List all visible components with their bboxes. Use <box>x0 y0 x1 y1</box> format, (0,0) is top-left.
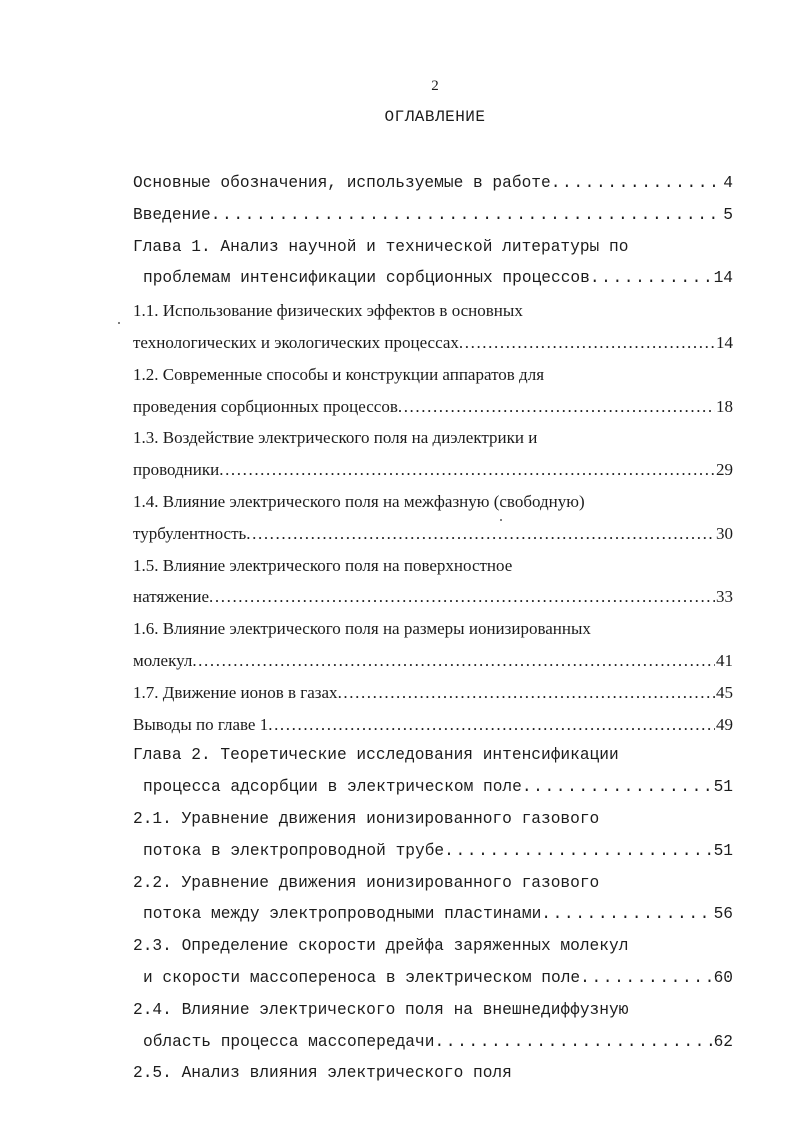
toc-entry-text: 2.1. Уравнение движения ионизированного газового <box>133 809 600 828</box>
toc-entry <box>133 486 733 518</box>
scan-speck <box>118 322 120 324</box>
toc-page-number: 62 <box>713 1032 733 1051</box>
toc-entry <box>133 995 733 1027</box>
toc-leader-dots <box>338 677 715 709</box>
toc-leader-dots <box>444 836 712 868</box>
toc-entry-text: 2.2. Уравнение движения ионизированного газового <box>133 873 600 892</box>
toc-entry <box>133 263 733 295</box>
toc-entry-text: проблемам интенсификации сорбционных процессов <box>143 269 590 288</box>
toc-entry-text: 1.4. Влияние электрического поля на межфазную (свободную) <box>133 491 585 511</box>
toc-page-number: 4 <box>723 174 733 192</box>
toc-entry-text: натяжение <box>133 587 210 607</box>
page-number: 2 <box>431 78 439 94</box>
toc-entry <box>133 581 733 613</box>
toc-entry-text: 1.3. Воздействие электрического поля на диэлектрики и <box>133 428 538 448</box>
toc-entry <box>133 709 733 741</box>
toc-entry <box>133 677 733 709</box>
toc-entry-text: 2.4. Влияние электрического поля на внешнедиффузную <box>133 1000 629 1019</box>
toc-entry <box>133 1027 733 1059</box>
toc-entry <box>133 899 733 931</box>
toc-entry-text: потока между электропроводными пластинами <box>143 905 542 924</box>
toc-entry <box>133 422 733 454</box>
toc-page-number: 30 <box>716 523 733 543</box>
toc-page-number: 49 <box>716 714 733 734</box>
toc-entry <box>133 232 733 264</box>
toc-entry-text: 1.5. Влияние электрического поля на поверхностное <box>133 555 513 575</box>
toc-entry <box>133 391 733 423</box>
toc-entry <box>133 613 733 645</box>
toc-entry <box>133 295 733 327</box>
toc-leader-dots <box>246 518 715 550</box>
toc-entry-text: проводники <box>133 460 220 480</box>
toc-page-number: 51 <box>713 841 733 860</box>
toc-leader-dots <box>209 581 715 613</box>
toc-page-number: 5 <box>723 205 733 224</box>
toc-entry-text: 1.2. Современные способы и конструкции аппаратов для <box>133 364 545 384</box>
toc-entry <box>133 168 733 200</box>
toc-entry <box>133 804 733 836</box>
toc-leader-dots <box>459 327 715 359</box>
toc-entry-text: 1.7. Движение ионов в газах <box>133 682 338 702</box>
toc-page-number: 14 <box>713 269 733 288</box>
toc-leader-dots <box>192 645 715 677</box>
toc-entry-text: процесса адсорбции в электрическом поле <box>143 778 522 797</box>
toc-page-number: 41 <box>716 650 733 670</box>
toc-entry-text: Основные обозначения, используемые в работе <box>133 174 551 192</box>
toc-entry <box>133 327 733 359</box>
toc-entry-text: проведения сорбционных процессов <box>133 396 398 416</box>
toc-entry <box>133 200 733 232</box>
toc-entry <box>133 963 733 995</box>
toc-page-number: 18 <box>716 396 733 416</box>
toc-page-number: 45 <box>716 682 733 702</box>
toc-page-number: 51 <box>713 778 733 797</box>
toc-entry-text: и скорости массопереноса в электрическом поле <box>143 968 581 987</box>
toc-entry <box>133 836 733 868</box>
toc-entry-text: Введение <box>133 205 211 224</box>
toc-leader-dots <box>398 391 715 423</box>
toc-leader-dots <box>268 709 715 741</box>
table-of-contents <box>133 168 733 1090</box>
toc-leader-dots <box>551 168 723 200</box>
toc-leader-dots <box>219 454 715 486</box>
toc-leader-dots <box>211 200 723 232</box>
toc-page-number: 29 <box>716 460 733 480</box>
toc-leader-dots <box>590 263 713 295</box>
toc-page-number: 14 <box>716 332 733 352</box>
toc-entry-text: потока в электропроводной трубе <box>143 841 445 860</box>
toc-entry-text: 1.6. Влияние электрического поля на размеры ионизированных <box>133 619 591 639</box>
toc-leader-dots <box>434 1027 712 1059</box>
toc-entry-text: Выводы по главе 1 <box>133 714 269 734</box>
toc-leader-dots <box>580 963 712 995</box>
toc-leader-dots <box>541 899 712 931</box>
page-title: ОГЛАВЛЕНИЕ <box>384 108 486 126</box>
toc-page-number: 60 <box>713 968 733 987</box>
toc-entry-text: область процесса массопередачи <box>143 1032 435 1051</box>
toc-entry <box>133 1058 733 1090</box>
toc-entry <box>133 454 733 486</box>
toc-page-number: 33 <box>716 587 733 607</box>
toc-entry <box>133 550 733 582</box>
toc-entry <box>133 359 733 391</box>
toc-entry <box>133 931 733 963</box>
toc-page-number: 56 <box>713 905 733 924</box>
toc-entry <box>133 868 733 900</box>
toc-entry <box>133 772 733 804</box>
toc-entry <box>133 645 733 677</box>
toc-entry-text: молекул <box>133 650 193 670</box>
toc-entry-text: Глава 1. Анализ научной и технической литературы по <box>133 237 629 256</box>
toc-entry-text: 2.5. Анализ влияния электрического поля <box>133 1064 512 1083</box>
toc-entry-text: технологических и экологических процессах <box>133 332 459 352</box>
toc-entry-text: Глава 2. Теоретические исследования интенсификации <box>133 746 619 765</box>
toc-entry <box>133 518 733 550</box>
toc-entry <box>133 740 733 772</box>
toc-leader-dots <box>522 772 713 804</box>
toc-entry-text: турбулентность <box>133 523 247 543</box>
toc-entry-text: 1.1. Использование физических эффектов в основных <box>133 301 523 321</box>
toc-entry-text: 2.3. Определение скорости дрейфа заряженных молекул <box>133 937 629 956</box>
scan-speck <box>500 519 502 521</box>
